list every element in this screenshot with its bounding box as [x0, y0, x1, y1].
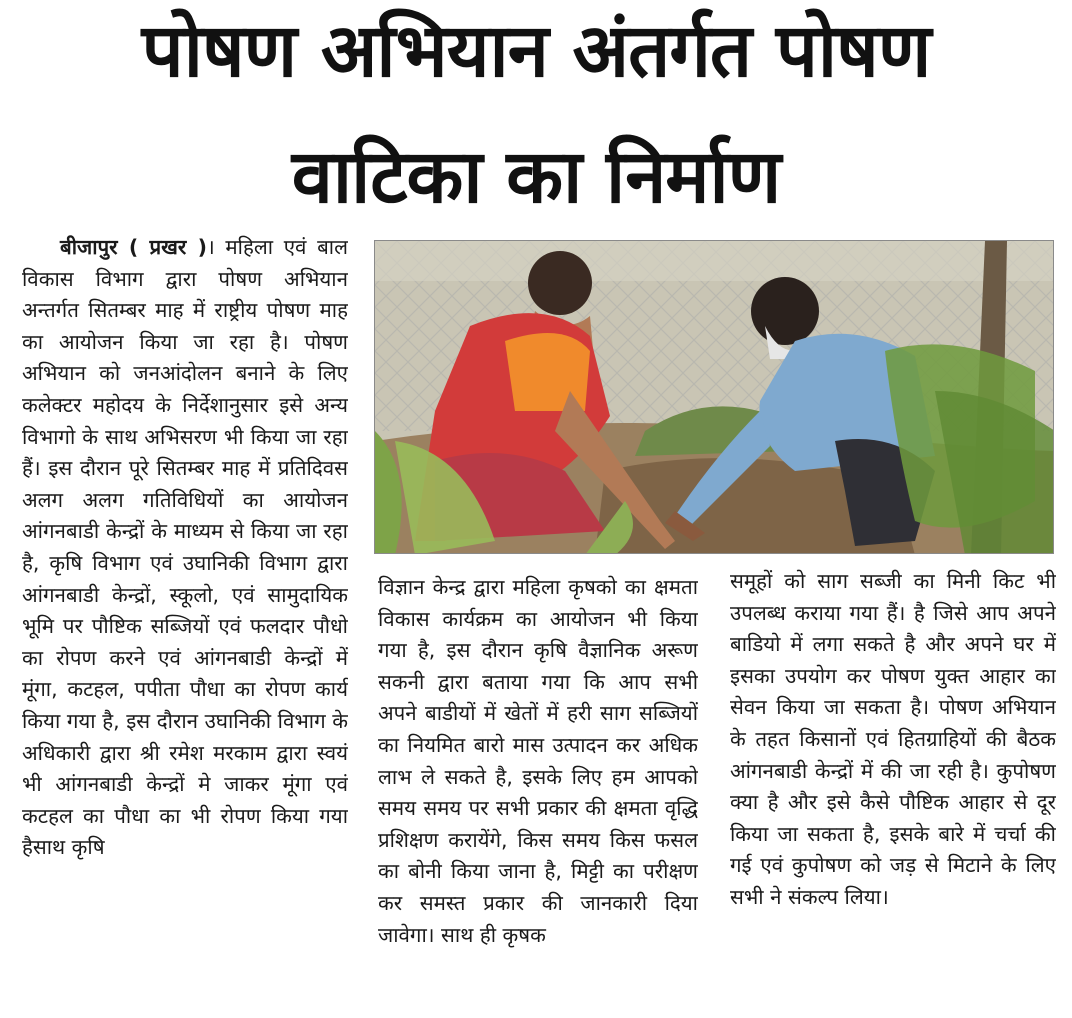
article-column-3 — [730, 566, 1056, 1012]
article-column-2 — [378, 572, 698, 1012]
planting-photo — [374, 240, 1054, 554]
headline-line-2: वाटिका का निर्माण — [291, 134, 781, 220]
column-1-text: । महिला एवं बाल विकास विभाग द्वारा पोषण अभियान अन्तर्गत सितम्बर माह में राष्ट्रीय पोषण माह का आयोजन किया जा रहा है। पोषण अभियान को जनआंदोलन बनाने के लिए कलेक्टर महोदय के निर्देशानुसार इसे अन्य विभागो के साथ अभिसरण भी किया जा रहा हैं। इस दौरान पूरे सितम्बर माह में प्रतिदिवस अलग अलग गतिविधियों का आयोजन आंगनबाडी केन्द्रों के माध्यम से किया जा रहा है, कृषि विभाग एवं उघानिकी विभाग द्वारा आंगनबाडी केन्द्रों, स्कूलो, एवं सामुदायिक भूमि पर पौष्टिक सब्जियों एवं फलदार पौधो का रोपण करने एवं आंगनबाडी केन्द्रों में मूंगा, कटहल, पपीता पौधा का रोपण कार्य किया गया है, इस दौरान उघानिकी विभाग के अधिकारी द्वारा श्री रमेश मरकाम द्वारा स्वयं भी आंगनबाडी केन्द्रों मे जाकर मूंगा एवं कटहल का पौधा का भी रोपण किया गया हैसाथ कृषि — [22, 235, 348, 860]
column-2-text: विज्ञान केन्द्र द्वारा महिला कृषको का क्षमता विकास कार्यक्रम का आयोजन भी किया गया है, इस दौरान कृषि वैज्ञानिक अरूण सकनी द्वारा बताया गया कि आप सभी अपने बाडीयों में खेतों में हरी साग सब्जियों का नियमित बारो मास उत्पादन कर अधिक लाभ ले सकते है, इसके लिए हम आपको समय समय पर सभी प्रकार की क्षमता वृद्धि प्रशिक्षण करायेंगे, किस समय किस फसल का बोनी किया जाना है, मिट्टी का परीक्षण कर समस्त प्रकार की जानकारी दिया जावेगा। साथ ही कृषक — [378, 575, 698, 947]
column-3-text: समूहों को साग सब्जी का मिनी किट भी उपलब्ध कराया गया हैं। है जिसे आप अपने बाडियो में लगा सकते है और अपने घर में इसका उपयोग कर पोषण युक्त आहार का सेवन किया जा सकता है। पोषण अभियान के तहत किसानों एवं हितग्राहियों की बैठक आंगनबाडी केन्द्रों में की जा रही है। कुपोषण क्या है और इसे कैसे पौष्टिक आहार से दूर किया जा सकता है, इसके बारे में चर्चा की गई एवं कुपोषण को जड़ से मिटाने के लिए सभी ने संकल्प लिया। — [730, 569, 1056, 909]
article-column-1 — [22, 232, 348, 1012]
dateline: बीजापुर ( प्रखर ) — [60, 235, 207, 259]
headline-line-1: पोषण अभियान अंतर्गत पोषण — [141, 8, 931, 94]
